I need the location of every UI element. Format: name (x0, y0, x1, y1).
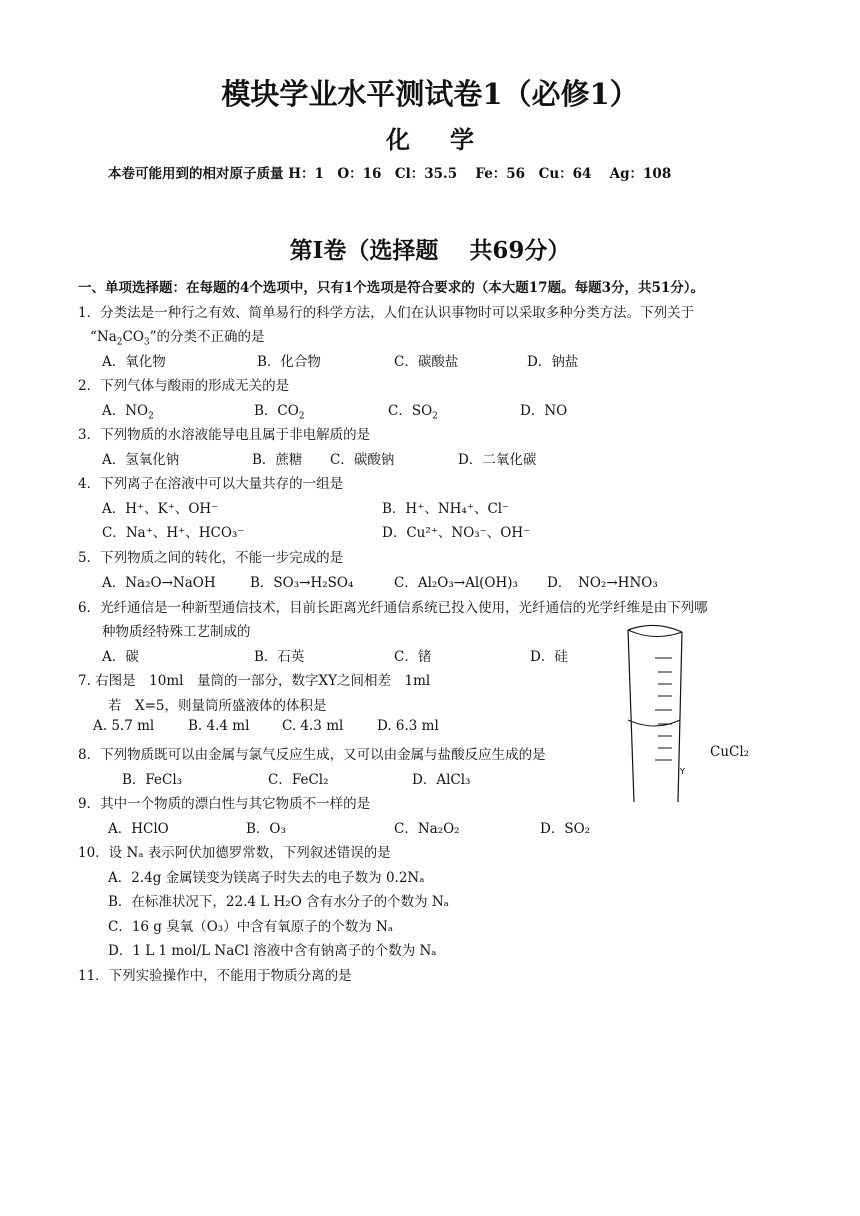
q9-option-a: A．HClO (108, 821, 169, 837)
section-instructions: 一、单项选择题：在每题的4个选项中，只有1个选项是符合要求的（本大题17题。每题3分，共51分）。 (78, 280, 705, 296)
q8-option-d: D．AlCl₃ (412, 772, 471, 788)
q1-option-c: C．碳酸盐 (394, 354, 459, 370)
q2-option-a: A．$NO_2$ (102, 403, 154, 422)
q10-stem: 10．设 Nₐ 表示阿伏加德罗常数，下列叙述错误的是 (78, 845, 391, 861)
q9-stem: 9．其中一个物质的漂白性与其它物质不一样的是 (78, 796, 371, 812)
q7-stem-line2: 若 X=5，则量筒所盛液体的体积是 (108, 698, 327, 714)
q6-option-c: C．锗 (394, 649, 432, 665)
q10-option-a: A．2.4g 金属镁变为镁离子时失去的电子数为 0.2Nₐ (108, 870, 425, 886)
q4-option-a: A．H⁺、K⁺、OH⁻ (102, 501, 219, 517)
q10-option-d: D．1 L 1 mol/L NaCl 溶液中含有钠离子的个数为 Nₐ (108, 943, 437, 959)
q7-option-d: D. 6.3 ml (377, 718, 439, 734)
q1-option-a: A．氧化物 (102, 354, 166, 370)
atomic-masses: 本卷可能用到的相对原子质量 H：1 O：16 Cl：35.5 Fe：56 Cu：64 Ag：108 (108, 166, 672, 182)
q5-option-b: B．SO₃→H₂SO₄ (250, 575, 354, 591)
graduated-cylinder-figure (600, 620, 700, 810)
q7-option-b: B. 4.4 ml (188, 718, 250, 734)
q8-option-b: B．FeCl₃ (122, 772, 183, 788)
q8-option-c: C．FeCl₂ (268, 772, 329, 788)
q3-option-a: A．氢氧化钠 (102, 452, 180, 468)
q2-option-c: C．$SO_2$ (388, 403, 438, 422)
q6-stem-line1: 6．光纤通信是一种新型通信技术，目前长距离光纤通信系统已投入使用，光纤通信的光学纤维是由下列哪 (78, 600, 708, 616)
q4-option-c: C．Na⁺、H⁺、HCO₃⁻ (102, 525, 245, 541)
q7-option-c: C. 4.3 ml (282, 718, 344, 734)
q1-stem-line2: “$Na_2CO_3$”的分类不正确的是 (90, 329, 265, 348)
q9-option-b: B．O₃ (246, 821, 286, 837)
q2-stem: 2．下列气体与酸雨的形成无关的是 (78, 378, 290, 394)
q6-stem-line2: 种物质经特殊工艺制成的 (102, 624, 251, 640)
q2-option-b: B．$CO_2$ (254, 403, 305, 422)
q5-option-a: A．Na₂O→NaOH (102, 575, 216, 591)
q10-option-b: B．在标准状况下，22.4 L H₂O 含有水分子的个数为 Nₐ (108, 894, 449, 910)
q10-option-c: C．16 g 臭氧（O₃）中含有氧原子的个数为 Nₐ (108, 919, 394, 935)
q1-stem-line1: 1．分类法是一种行之有效、简单易行的科学方法，人们在认识事物时可以采取多种分类方法。下列关于 (78, 305, 695, 321)
q11-stem: 11．下列实验操作中，不能用于物质分离的是 (78, 968, 352, 984)
q1-option-b: B．化合物 (257, 354, 321, 370)
q4-option-b: B．H⁺、NH₄⁺、Cl⁻ (382, 501, 510, 517)
q3-option-b: B．蔗糖 (252, 452, 303, 468)
q8-side-label: CuCl₂ (710, 744, 750, 760)
q4-option-d: D．Cu²⁺、NO₃⁻、OH⁻ (382, 525, 531, 541)
q4-stem: 4．下列离子在溶液中可以大量共存的一组是 (78, 476, 344, 492)
q3-stem: 3．下列物质的水溶液能导电且属于非电解质的是 (78, 427, 371, 443)
q6-option-d: D．硅 (530, 649, 568, 665)
q8-stem: 8．下列物质既可以由金属与氯气反应生成，又可以由金属与盐酸反应生成的是 (78, 747, 546, 763)
q5-stem: 5．下列物质之间的转化，不能一步完成的是 (78, 550, 344, 566)
section-title: 第I卷（选择题 共69分） (289, 237, 571, 264)
q1-option-d: D．钠盐 (527, 354, 579, 370)
q3-option-c: C．碳酸钠 (330, 452, 395, 468)
q7-option-a: A. 5.7 ml (93, 718, 155, 734)
q2-option-d: D．NO (520, 403, 568, 419)
page-title: 模块学业水平测试卷1（必修1） (221, 77, 639, 111)
q3-option-d: D．二氧化碳 (458, 452, 537, 468)
q9-option-c: C．Na₂O₂ (394, 821, 460, 837)
q7-stem-line1: 7. 右图是 10ml 量筒的一部分，数字XY之间相差 1ml (78, 673, 431, 689)
q6-option-b: B．石英 (254, 649, 305, 665)
figure-label-y: Y (680, 767, 685, 776)
subject-heading: 化学 (386, 125, 514, 154)
q5-option-d: D． NO₂→HNO₃ (547, 575, 658, 591)
q5-option-c: C．Al₂O₃→Al(OH)₃ (394, 575, 518, 591)
q9-option-d: D．SO₂ (540, 821, 591, 837)
q6-option-a: A．碳 (102, 649, 139, 665)
